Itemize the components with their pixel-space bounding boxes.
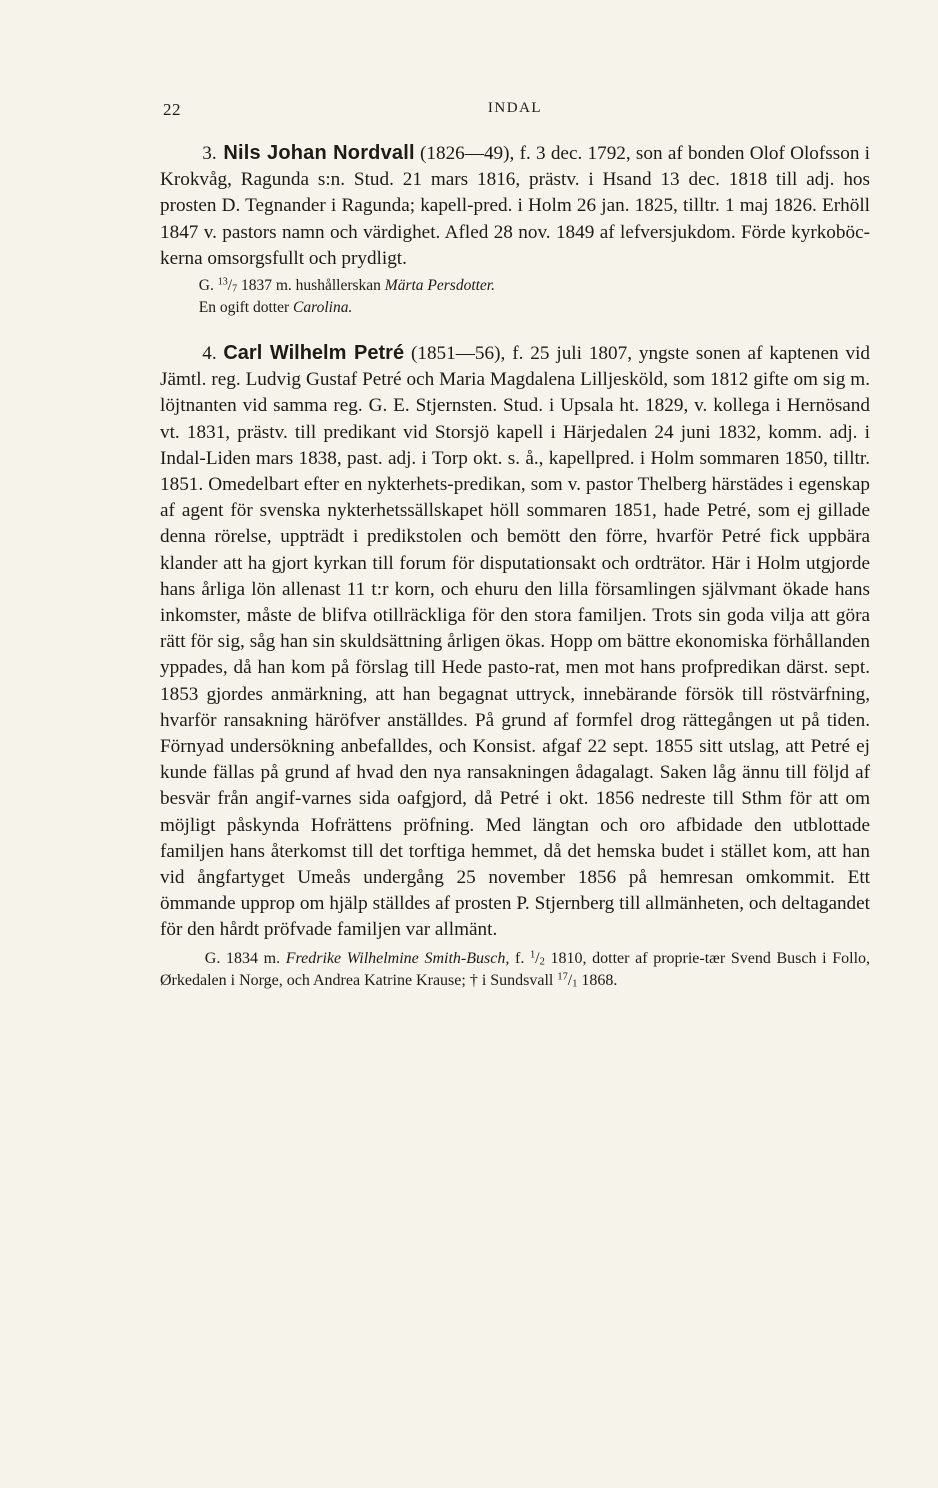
entry-text: (1826—49), f. 3 dec. 1792, son af bonden Olof Olofsson i Krokvåg, Ragunda s:n. Stud. 21 mars 1816, prästv. i Hsand 13 dec. 1818 till adj. hos prosten D. Tegnander i Ragunda; kapell-pred. i Holm 26 jan. 1825, tilltr. 1 maj 1826. Erhöll 1847 v. pastors namn och värdighet. Afled 28 nov. 1849 af lefversjukdom. Förde kyrkoböc-kerna omsorgsfullt och prydligt. — [160, 143, 870, 269]
biography-entry-nordvall — [160, 140, 870, 319]
marriage-year: 1837 m. hushållerskan — [240, 277, 381, 295]
family-text: 1810, dotter af proprie-tær Svend Busch i Follo, Ørkedalen i Norge, och Andrea Katrine Krause; † i Sundsvall — [160, 949, 871, 989]
entry-paragraph — [160, 340, 870, 944]
entry-paragraph — [160, 140, 870, 272]
page-number: 22 — [163, 100, 181, 119]
person-name: Carl Wilhelm Petré — [223, 342, 405, 365]
birth-month: 2 — [539, 956, 545, 968]
page-body — [160, 140, 870, 992]
marriage-day: 13 — [217, 276, 228, 288]
children-line — [199, 297, 870, 319]
marriage-prefix: G. — [198, 277, 214, 295]
entry-number: 3. — [202, 143, 217, 164]
marriage-prefix: G. 1834 m. — [204, 949, 281, 967]
marriage-month: 7 — [232, 283, 238, 295]
spouse-name: Fredrike Wilhelmine Smith-Busch, — [285, 949, 510, 967]
birth-day: 1 — [529, 948, 536, 960]
spouse-name: Märta Persdotter. — [384, 277, 495, 295]
biography-entry-petre — [160, 340, 870, 992]
death-month: 1 — [572, 978, 578, 990]
running-title: INDAL — [487, 100, 543, 116]
death-day: 17 — [557, 970, 568, 982]
child-name: Carolina. — [293, 299, 353, 317]
death-year: 1868. — [581, 971, 618, 989]
person-name: Nils Johan Nordvall — [223, 142, 415, 164]
family-note: G. 1834 m. Fredrike Wilhelmine Smith-Busch, f. $^1/_2$ 1810, dotter af proprie-tær Svend Busch i Follo, Ørkedalen i Norge, och Andrea Katrine Krause; † i Sundsvall $^{17}/_1$ 1868. — [160, 948, 871, 990]
birth-prefix: f. — [514, 949, 525, 967]
page-header — [160, 100, 870, 124]
marriage-line: G. $^{13}/_7$ 1837 m. hushållerskan Märta Persdotter. — [198, 276, 495, 295]
family-note — [160, 275, 870, 319]
entry-text: (1851—56), f. 25 juli 1807, yngste sonen af kaptenen vid Jämtl. reg. Ludvig Gustaf Petré och Maria Magdalena Lilljesköld, som 1812 gifte om sig m. löjtnanten vid samma reg. G. E. Stjernsten. Stud. i Upsala ht. 1829, v. kollega i Hernösand vt. 1831, prästv. till predikant vid Storsjö kapell i Härjedalen 24 juni 1832, komm. adj. i Indal-Liden mars 1838, past. adj. i Torp okt. s. å., kapellpred. i Holm sommaren 1850, tilltr. 1851. Omedelbart efter en nykterhets-predikan, som v. pastor Thelberg härstädes i egenskap af agent för svenska nykterhetssällskapet höll sommaren 1851, hade Petré, som ej gillade denna rörelse, uppträdt i predikstolen och bemött den förre, hvarför Petré fick uppbära klander att ha gjort kyrkan till forum för disputationsakt och ordträtor. Här i Holm utgjorde hans årliga lön allenast 11 t:r korn, och ehuru den lilla församlingen självmant ökade hans inkomster, måste de blifva otillräckliga för den stora familjen. Trots sin goda vilja att göra rätt för sig, såg han sin skuldsättning årligen ökas. Hopp om bättre ekonomiska förhållanden yppades, då han kom på förslag till Hede pasto-rat, men mot hans profpredikan därst. sept. 1853 gjordes anmärkning, att han begagnat uttryck, innebärande försök till röstvärfning, hvarför ransakning häröfver anställdes. På grund af formfel drog rättegången ut på tiden. Förnyad undersökning anbefalldes, och Konsist. afgaf 22 sept. 1855 sitt utslag, att Petré ej kunde fällas på grund af hvad den nya ransakningen ådagalagt. Saken låg ännu till följd af besvär från angif-varnes sida oafgjord, då Petré i okt. 1856 nedreste till Sthm för att om möjligt påskynda Hofrättens pröfning. Med längtan och oro afbidade den utblottade familjen hans återkomst till det torftiga hemmet, då det hemska budet i stället kom, att han vid ångfartyget Umeås undergång 25 november 1856 på hemresan omkommit. Ett ömmande upprop om hjälp ställdes af prosten P. Stjernberg till allmänheten, och deltagandet för den hårdt pröfvade familjen var allmänt. — [160, 343, 871, 941]
children-prefix: En ogift dotter — [198, 299, 290, 317]
entry-number: 4. — [202, 343, 217, 365]
